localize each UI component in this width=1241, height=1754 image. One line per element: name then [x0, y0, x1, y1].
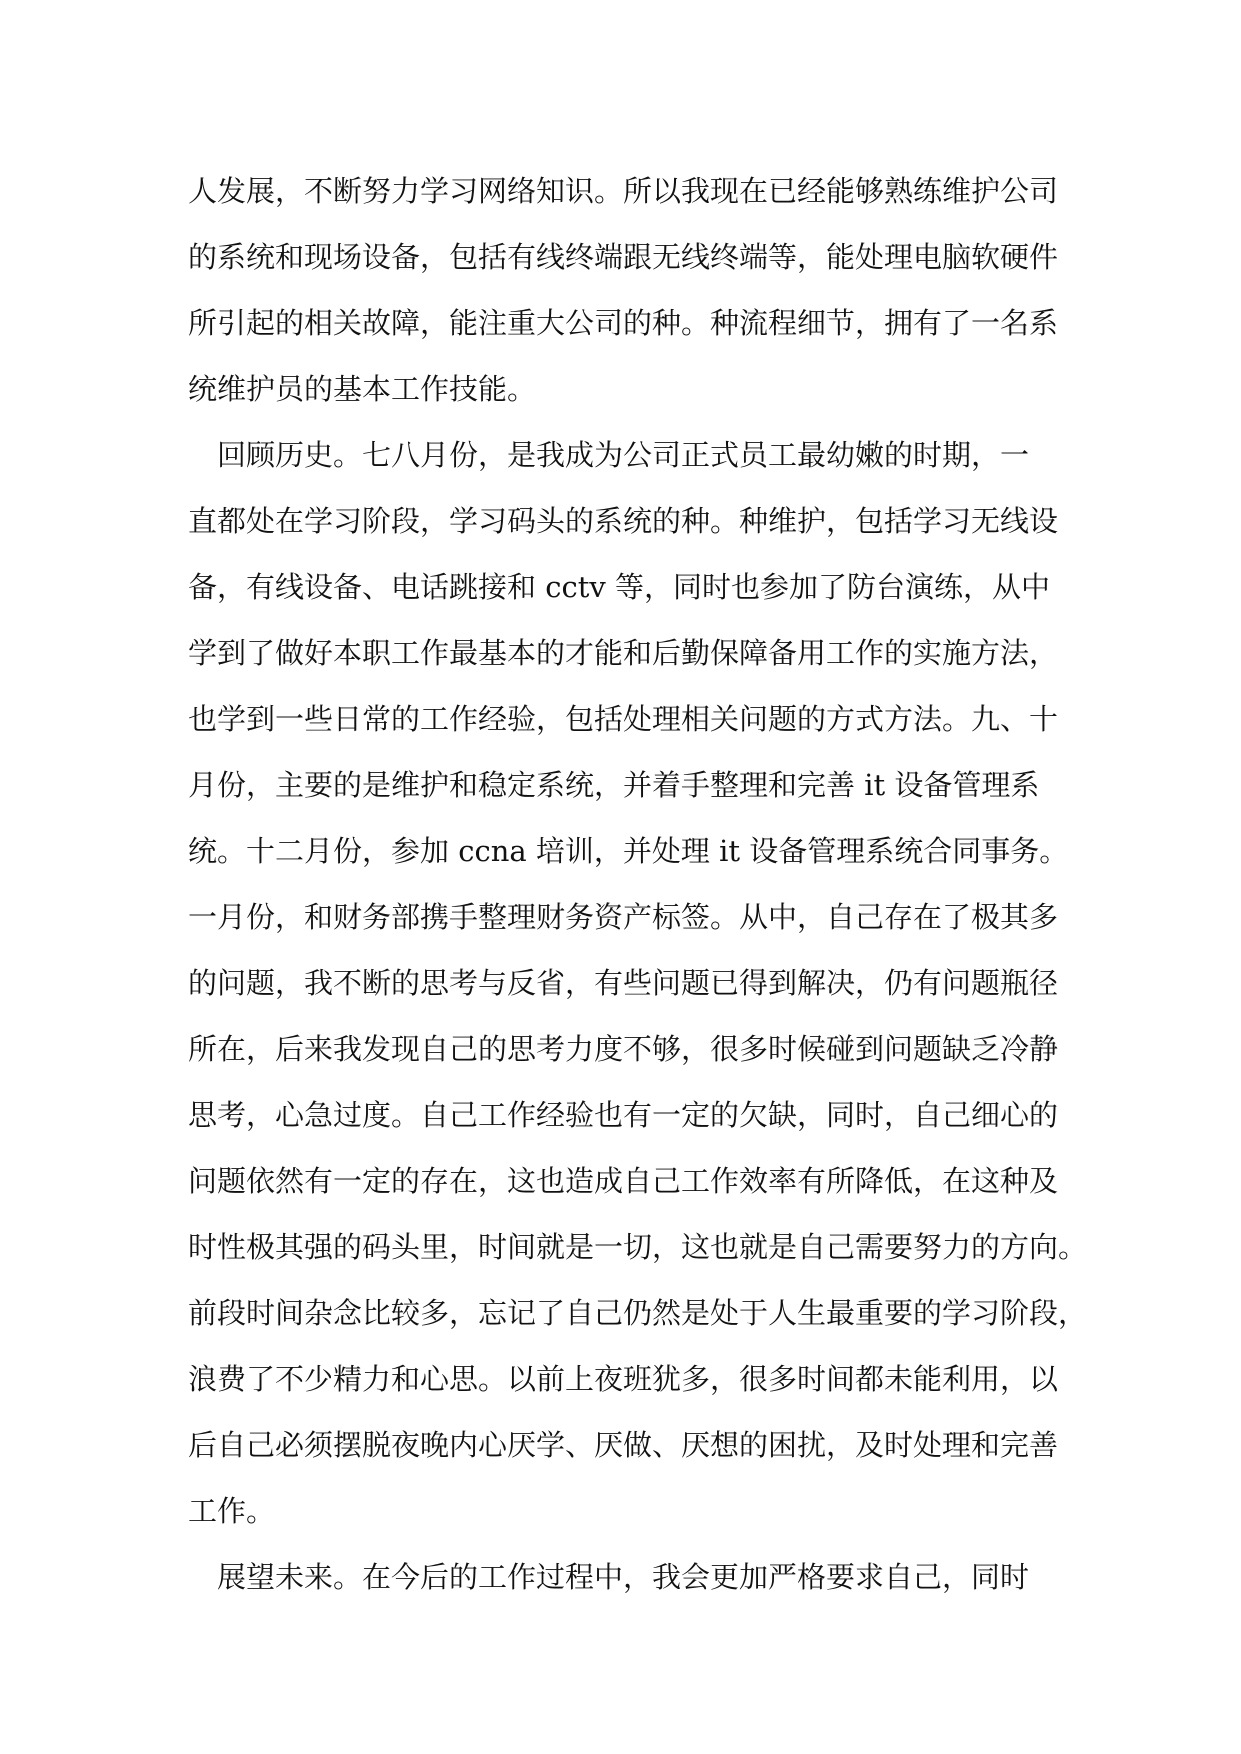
text-line: 思考，心急过度。自己工作经验也有一定的欠缺，同时，自己细心的 [188, 1098, 1059, 1132]
paragraph-start-line: 回顾历史。七八月份，是我成为公司正式员工最幼嫩的时期，一 [188, 438, 1030, 472]
text-line: 所引起的相关故障，能注重大公司的种。种流程细节，拥有了一名系 [188, 306, 1059, 340]
text-line: 统。十二月份，参加 ccna 培训，并处理 it 设备管理系统合同事务。 [188, 834, 1069, 868]
text-line: 问题依然有一定的存在，这也造成自己工作效率有所降低，在这种及 [188, 1164, 1059, 1198]
text-line: 浪费了不少精力和心思。以前上夜班犹多，很多时间都未能利用，以 [188, 1362, 1059, 1396]
text-line: 所在，后来我发现自己的思考力度不够，很多时候碰到问题缺乏冷静 [188, 1032, 1059, 1066]
text-line: 后自己必须摆脱夜晚内心厌学、厌做、厌想的困扰，及时处理和完善 [188, 1428, 1059, 1462]
text-line: 的问题，我不断的思考与反省，有些问题已得到解决，仍有问题瓶径 [188, 966, 1059, 1000]
text-line: 的系统和现场设备，包括有线终端跟无线终端等，能处理电脑软硬件 [188, 240, 1059, 274]
text-line: 人发展，不断努力学习网络知识。所以我现在已经能够熟练维护公司 [188, 174, 1059, 208]
text-line: 工作。 [188, 1494, 276, 1528]
text-line: 统维护员的基本工作技能。 [188, 372, 537, 406]
text-line: 直都处在学习阶段，学习码头的系统的种。种维护，包括学习无线设 [188, 504, 1059, 538]
text-line: 也学到一些日常的工作经验，包括处理相关问题的方式方法。九、十 [188, 702, 1059, 736]
paragraph-start-line: 展望未来。在今后的工作过程中，我会更加严格要求自己，同时 [188, 1560, 1030, 1594]
text-line: 月份，主要的是维护和稳定系统，并着手整理和完善 it 设备管理系 [188, 768, 1040, 802]
text-line: 学到了做好本职工作最基本的才能和后勤保障备用工作的实施方法， [188, 636, 1059, 670]
text-line: 一月份，和财务部携手整理财务资产标签。从中，自己存在了极其多 [188, 900, 1059, 934]
text-line: 前段时间杂念比较多，忘记了自己仍然是处于人生最重要的学习阶段， [188, 1296, 1088, 1330]
text-line: 时性极其强的码头里，时间就是一切，这也就是自己需要努力的方向。 [188, 1230, 1088, 1264]
body-text [188, 158, 1088, 1610]
text-line: 备，有线设备、电话跳接和 cctv 等，同时也参加了防台演练，从中 [188, 570, 1050, 604]
